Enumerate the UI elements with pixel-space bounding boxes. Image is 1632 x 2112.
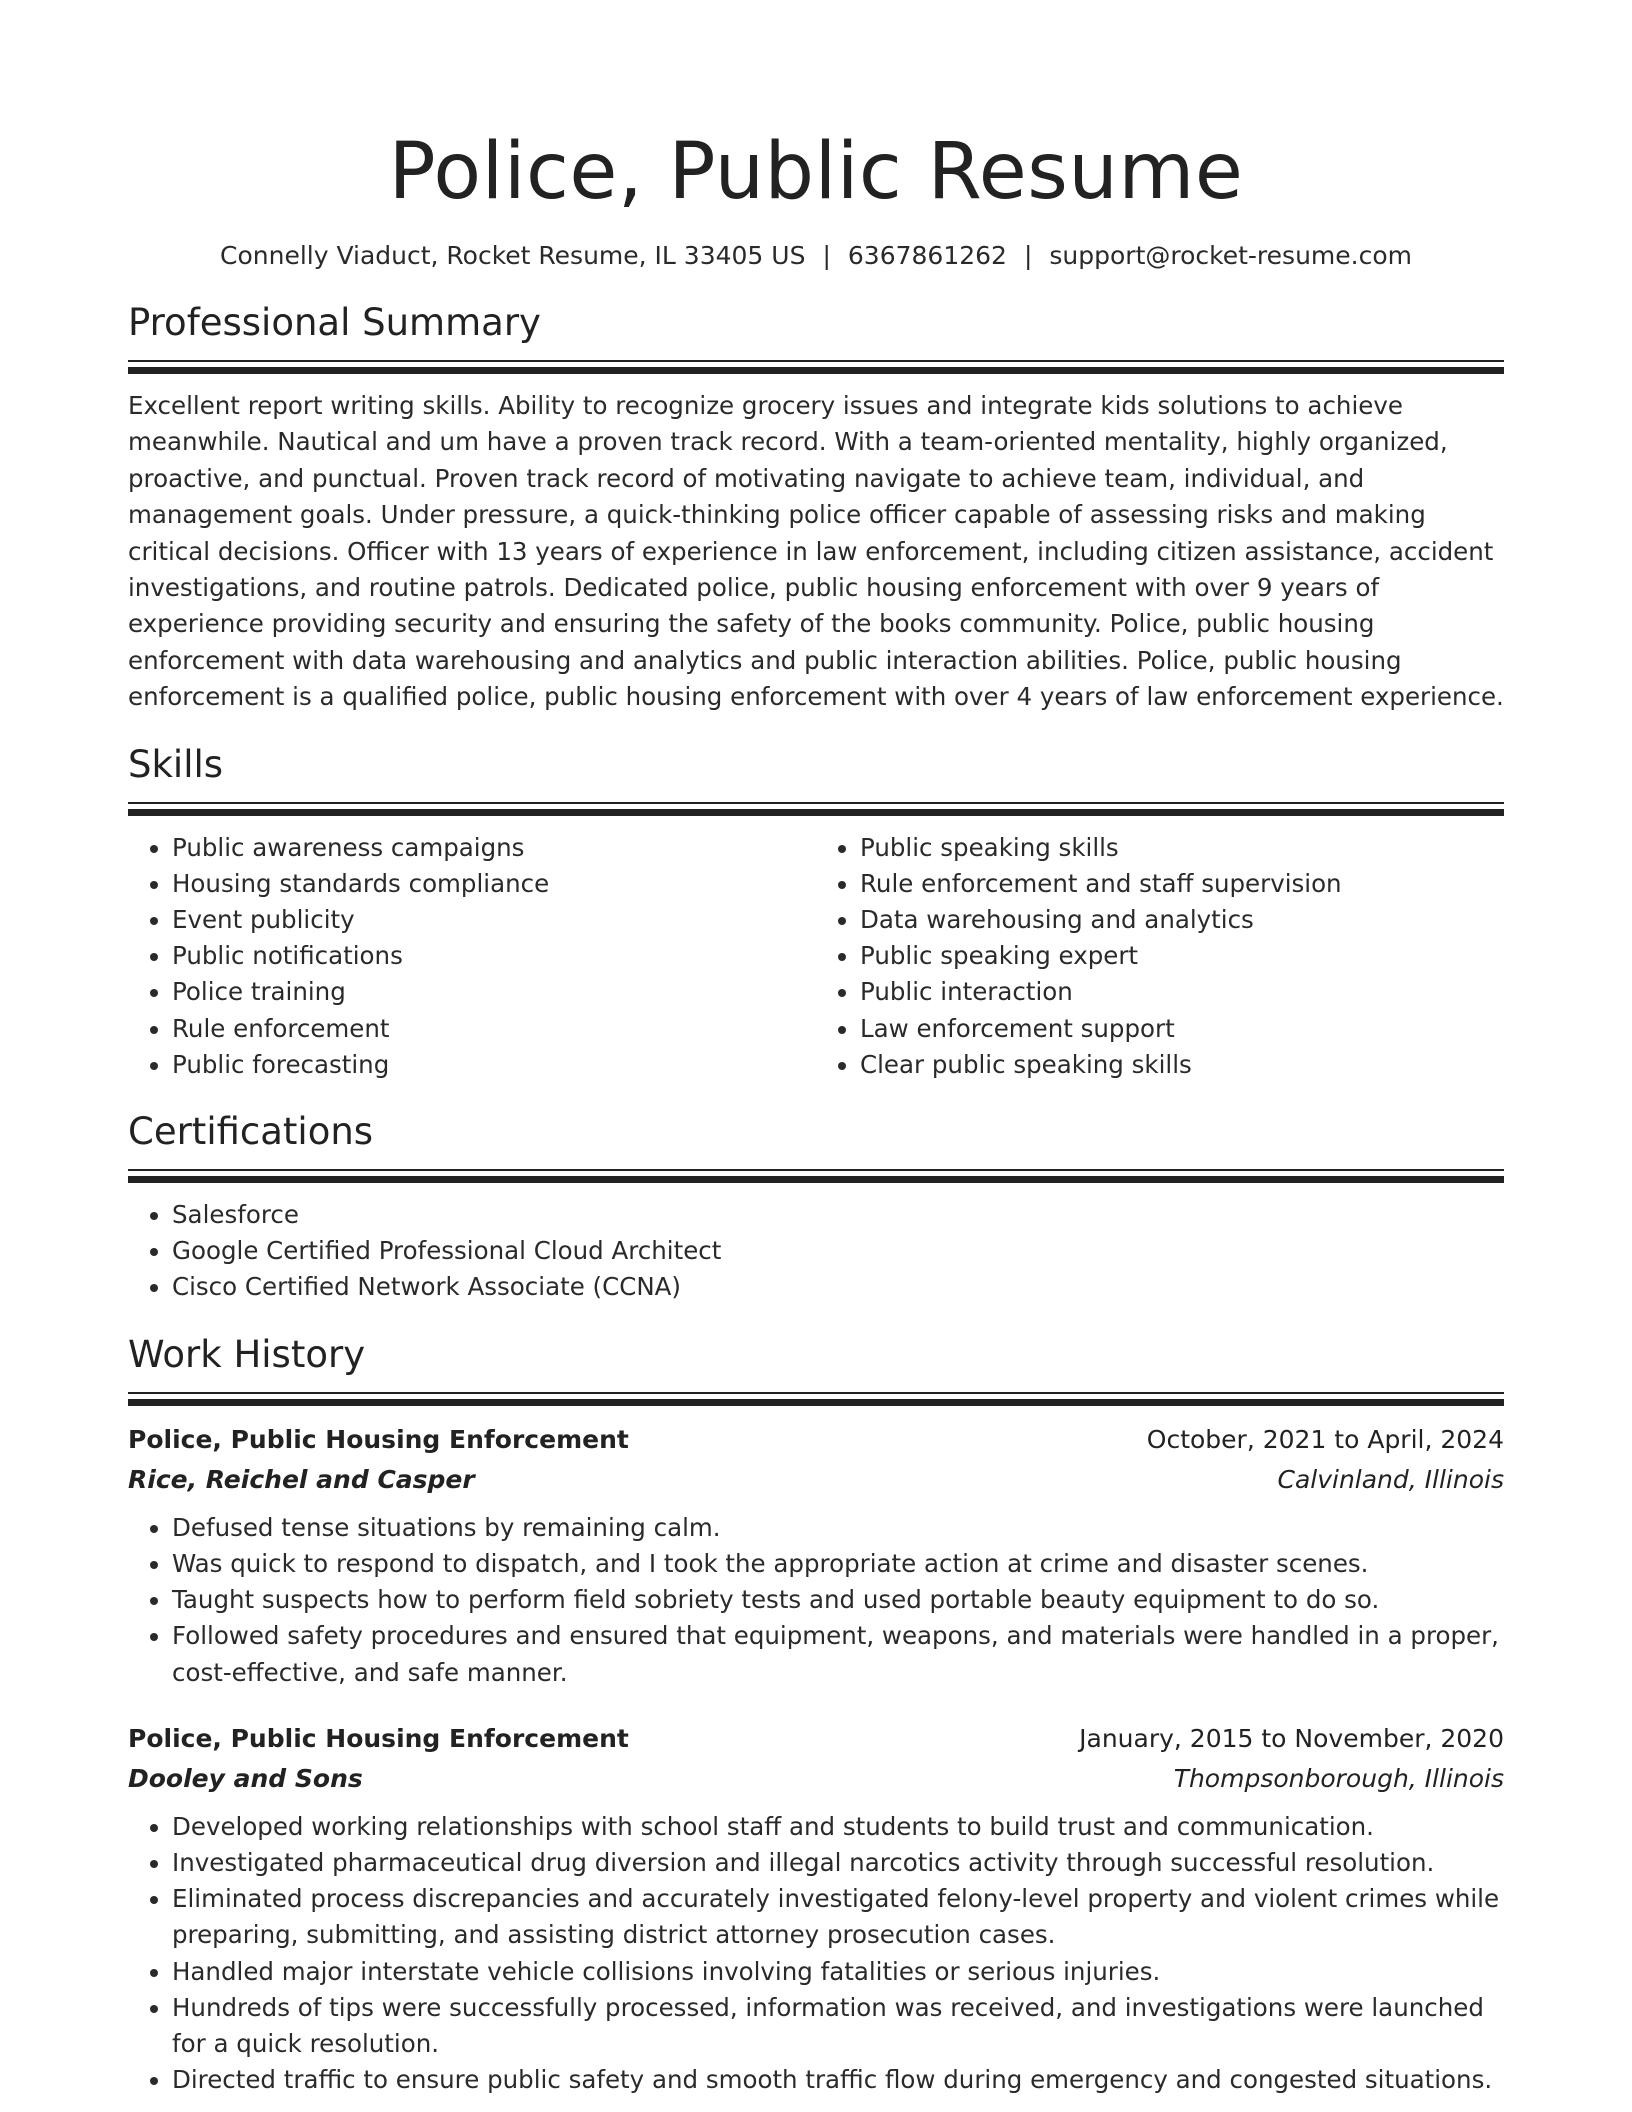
job-location: Calvinland, Illinois — [1277, 1464, 1504, 1494]
summary-section — [128, 300, 1504, 716]
job-dates: October, 2021 to April, 2024 — [1146, 1424, 1504, 1454]
skill-item: • Public speaking skills — [860, 830, 1504, 866]
section-divider — [128, 360, 1504, 374]
job-bullets — [128, 1809, 1504, 2099]
contact-separator: | — [822, 241, 831, 270]
job-bullets — [128, 1510, 1504, 1691]
job-bullet: • Handled major interstate vehicle collisions involving fatalities or serious injuries. — [172, 1954, 1504, 1990]
resume-page — [128, 0, 1504, 2098]
job-title: Police, Public Housing Enforcement — [128, 1424, 629, 1454]
job-bullet: • Hundreds of tips were successfully processed, information was received, and investigations were launched for a quick resolution. — [172, 1990, 1504, 2062]
certification-item: • Google Certified Professional Cloud Architect — [172, 1233, 1504, 1269]
job-entry — [128, 1719, 1504, 2099]
contact-address: Connelly Viaduct, Rocket Resume, IL 33405 US — [220, 241, 806, 270]
job-bullet: • Taught suspects how to perform field sobriety tests and used portable beauty equipment to do so. — [172, 1582, 1504, 1618]
job-bullet: • Eliminated process discrepancies and accurately investigated felony-level property and violent crimes while preparing, submitting, and assisting district attorney prosecution cases. — [172, 1881, 1504, 1953]
skill-item: • Data warehousing and analytics — [860, 902, 1504, 938]
skill-item: • Public notifications — [172, 938, 816, 974]
summary-text: Excellent report writing skills. Ability to recognize grocery issues and integrate kids solutions to achieve meanwhile. Nautical and um have a proven track record. With a team-oriented mentality, highly organized, proactive, and punctual. Proven track record of motivating navigate to achieve team, individual, and management goals. Under pressure, a quick-thinking police officer capable of assessing risks and making critical decisions. Officer with 13 years of experience in law enforcement, including citizen assistance, accident investigations, and routine patrols. Dedicated police, public housing enforcement with over 9 years of experience providing security and ensuring the safety of the books community. Police, public housing enforcement with data warehousing and analytics and public interaction abilities. Police, public housing enforcement is a qualified police, public housing enforcement with over 4 years of law enforcement experience. — [128, 391, 1504, 712]
skill-item: • Event publicity — [172, 902, 816, 938]
job-company: Dooley and Sons — [128, 1763, 363, 1793]
section-divider — [128, 802, 1504, 816]
skills-columns — [128, 830, 1504, 1083]
certifications-list — [128, 1197, 1504, 1306]
certifications-heading: Certifications — [128, 1110, 374, 1154]
skill-item: • Police training — [172, 974, 816, 1010]
job-bullet: • Investigated pharmaceutical drug diversion and illegal narcotics activity through successful resolution. — [172, 1845, 1504, 1881]
skill-item: • Public speaking expert — [860, 938, 1504, 974]
contact-email[interactable]: support@rocket-resume.com — [1049, 241, 1412, 270]
job-bullet: • Defused tense situations by remaining calm. — [172, 1510, 1504, 1546]
section-divider — [128, 1392, 1504, 1406]
contact-line — [128, 238, 1504, 274]
job-header-row — [128, 1420, 1504, 1460]
skill-item: • Rule enforcement — [172, 1011, 816, 1047]
job-bullet: • Developed working relationships with school staff and students to build trust and communication. — [172, 1809, 1504, 1845]
job-location: Thompsonborough, Illinois — [1173, 1763, 1504, 1793]
contact-separator: | — [1023, 241, 1033, 270]
skill-item: • Housing standards compliance — [172, 866, 816, 902]
skill-item: • Clear public speaking skills — [860, 1047, 1504, 1083]
job-subheader-row — [128, 1759, 1504, 1799]
job-entry — [128, 1420, 1504, 1691]
contact-phone: 6367861262 — [847, 241, 1007, 270]
work-history-heading: Work History — [128, 1332, 366, 1376]
job-bullet: • Followed safety procedures and ensured that equipment, weapons, and materials were handled in a proper, cost-effective, and safe manner. — [172, 1618, 1504, 1690]
skills-list-right — [816, 830, 1504, 1083]
skills-list-left — [128, 830, 816, 1083]
job-company: Rice, Reichel and Casper — [128, 1464, 475, 1494]
job-subheader-row — [128, 1460, 1504, 1500]
section-divider — [128, 1169, 1504, 1183]
summary-heading: Professional Summary — [128, 301, 541, 344]
skill-item: • Law enforcement support — [860, 1011, 1504, 1047]
skills-section — [128, 742, 1504, 1083]
job-title: Police, Public Housing Enforcement — [128, 1723, 629, 1753]
resume-title: Police, Public Resume — [388, 127, 1244, 217]
work-history-section — [128, 1332, 1504, 2099]
skills-heading: Skills — [128, 742, 224, 786]
job-bullet: • Directed traffic to ensure public safety and smooth traffic flow during emergency and congested situations. — [172, 2062, 1504, 2098]
skill-item: • Public forecasting — [172, 1047, 816, 1083]
certification-item: • Cisco Certified Network Associate (CCNA) — [172, 1269, 1504, 1305]
skill-item: • Public awareness campaigns — [172, 830, 816, 866]
certifications-section — [128, 1109, 1504, 1306]
job-dates: January, 2015 to November, 2020 — [1079, 1723, 1504, 1753]
certification-item: • Salesforce — [172, 1197, 1504, 1233]
skills-column-right — [816, 830, 1504, 1083]
skills-column-left — [128, 830, 816, 1083]
skill-item: • Public interaction — [860, 974, 1504, 1010]
job-bullet: • Was quick to respond to dispatch, and I took the appropriate action at crime and disaster scenes. — [172, 1546, 1504, 1582]
skill-item: • Rule enforcement and staff supervision — [860, 866, 1504, 902]
job-header-row — [128, 1719, 1504, 1759]
